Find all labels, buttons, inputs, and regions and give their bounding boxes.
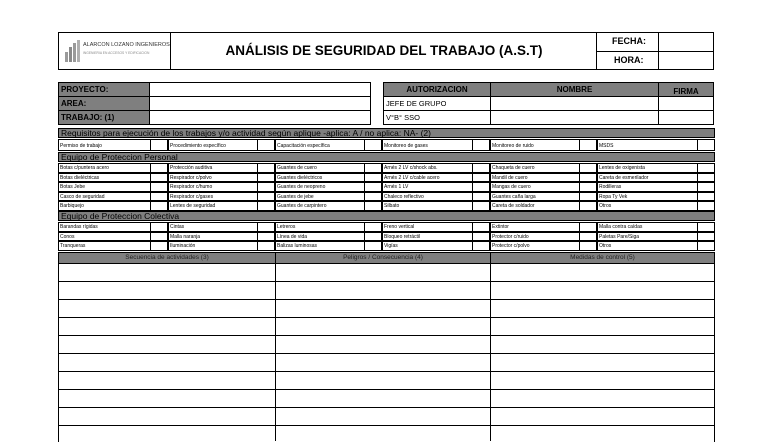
col-secuencia-header: Secuencia de actividades (3) <box>125 254 209 261</box>
epp-checkbox[interactable] <box>697 201 715 211</box>
epp-item: Chaqueta de cuero <box>490 163 579 173</box>
medidas-cell[interactable] <box>491 318 714 335</box>
epp-checkbox[interactable] <box>364 192 382 202</box>
epp-item: Guantes de carpintero <box>275 201 364 211</box>
area-field[interactable] <box>150 97 370 110</box>
medidas-cell[interactable] <box>491 372 714 389</box>
epc-item: Malla contra caídas <box>597 222 697 232</box>
epc-checkbox[interactable] <box>697 241 715 251</box>
secuencia-cell[interactable] <box>59 264 275 281</box>
col-peligros-header: Peligros / Consecuencia (4) <box>343 254 423 261</box>
epp-checkbox[interactable] <box>697 182 715 192</box>
peligros-cell[interactable] <box>276 264 490 281</box>
sso-firma-field[interactable] <box>659 111 713 124</box>
proyecto-label: PROYECTO: <box>61 85 109 94</box>
epc-item: Freno vertical <box>382 222 472 232</box>
peligros-cell[interactable] <box>276 372 490 389</box>
requisitos-item: Capacitación específica <box>275 139 364 151</box>
epc-title: Equipo de Proteccion Colectiva <box>58 211 715 221</box>
medidas-cell[interactable] <box>491 408 714 425</box>
epp-item: Botas dieléctricas <box>58 173 150 183</box>
epp-item: Lentes de oxigenista <box>597 163 697 173</box>
epp-item: Mandil de cuero <box>490 173 579 183</box>
table-row-divider <box>58 425 715 426</box>
epp-item: Arnés 1 LV <box>382 182 472 192</box>
area-label: AREA: <box>61 99 87 108</box>
epp-checkbox[interactable] <box>579 173 597 183</box>
epp-checkbox[interactable] <box>257 163 275 173</box>
sso-nombre-field[interactable] <box>491 111 657 124</box>
trabajo-field[interactable] <box>150 111 370 124</box>
epp-checkbox[interactable] <box>364 182 382 192</box>
col-medidas-header: Medidas de control (5) <box>570 254 635 261</box>
epp-item: Mangas de cuero <box>490 182 579 192</box>
medidas-cell[interactable] <box>491 390 714 407</box>
requisitos-item: Monitoreo de gases <box>382 139 472 151</box>
requisitos-title: Requisitos para ejecución de los trabajos y/o actividad según aplique -aplica: A / no aplica: NA- (2) <box>58 128 715 138</box>
logo-tagline: INGENIERIA EN ACCESOS Y EDIFICACION <box>83 51 150 55</box>
epp-item: Respirador c/polvo <box>168 173 257 183</box>
medidas-cell[interactable] <box>491 336 714 353</box>
epp-checkbox[interactable] <box>472 192 490 202</box>
requisitos-checkbox[interactable] <box>150 139 168 151</box>
epc-item: Paletas Pare/Siga <box>597 232 697 242</box>
epc-item: Bloqueo retráctil <box>382 232 472 242</box>
epc-item: Malla naranja <box>168 232 257 242</box>
epc-checkbox[interactable] <box>364 241 382 251</box>
epp-item: Ropa Ty Vek <box>597 192 697 202</box>
firma-header: FIRMA <box>673 87 699 96</box>
epp-item: Silbato <box>382 201 472 211</box>
epc-checkbox[interactable] <box>257 241 275 251</box>
epc-checkbox[interactable] <box>150 232 168 242</box>
page-title: ANÁLISIS DE SEGURIDAD DEL TRABAJO (A.S.T) <box>225 43 543 58</box>
epp-checkbox[interactable] <box>579 201 597 211</box>
epp-checkbox[interactable] <box>697 173 715 183</box>
proyecto-field[interactable] <box>150 83 370 96</box>
jefe-grupo-label: JEFE DE GRUPO <box>386 99 447 108</box>
epc-item: Protector c/ruido <box>490 232 579 242</box>
epp-item: Careta de esmerilador <box>597 173 697 183</box>
epc-item: Extintor <box>490 222 579 232</box>
epc-checkbox[interactable] <box>579 241 597 251</box>
epp-item: Guantes caña larga <box>490 192 579 202</box>
autorizacion-header: AUTORIZACION <box>406 85 468 94</box>
epc-item: Letreros <box>275 222 364 232</box>
secuencia-cell[interactable] <box>59 318 275 335</box>
epc-item: Cintas <box>168 222 257 232</box>
epp-checkbox[interactable] <box>150 173 168 183</box>
hora-label: HORA: <box>614 55 644 65</box>
epp-item: Botas Jebe <box>58 182 150 192</box>
epc-checkbox[interactable] <box>472 232 490 242</box>
epc-checkbox[interactable] <box>364 222 382 232</box>
peligros-cell[interactable] <box>276 336 490 353</box>
jefe-firma-field[interactable] <box>659 97 713 110</box>
secuencia-cell[interactable] <box>59 372 275 389</box>
epc-checkbox[interactable] <box>472 241 490 251</box>
epc-item: Balizas luminosas <box>275 241 364 251</box>
epp-title: Equipo de Proteccion Personal <box>58 152 715 162</box>
epc-item: Vigías <box>382 241 472 251</box>
epc-checkbox[interactable] <box>697 232 715 242</box>
requisitos-item: MSDS <box>597 139 697 151</box>
epc-checkbox[interactable] <box>579 222 597 232</box>
epp-checkbox[interactable] <box>472 201 490 211</box>
epp-checkbox[interactable] <box>150 163 168 173</box>
peligros-cell[interactable] <box>276 318 490 335</box>
hora-field[interactable] <box>659 52 713 69</box>
epp-item: Casco de seguridad <box>58 192 150 202</box>
epc-checkbox[interactable] <box>150 222 168 232</box>
requisitos-item: Monitoreo de ruido <box>490 139 579 151</box>
epp-item: Botas c/puntera acero <box>58 163 150 173</box>
epp-checkbox[interactable] <box>697 163 715 173</box>
epc-item: Conos <box>58 232 150 242</box>
epp-item: Guantes dieléctricos <box>275 173 364 183</box>
epc-checkbox[interactable] <box>150 241 168 251</box>
epp-item: Arnés 2 LV c/cable acero <box>382 173 472 183</box>
logo-bars-icon <box>65 40 81 62</box>
epc-checkbox[interactable] <box>472 222 490 232</box>
epp-checkbox[interactable] <box>364 201 382 211</box>
epp-item: Guantes de cuero <box>275 163 364 173</box>
epp-checkbox[interactable] <box>150 192 168 202</box>
requisitos-checkbox[interactable] <box>257 139 275 151</box>
requisitos-checkbox[interactable] <box>579 139 597 151</box>
epc-checkbox[interactable] <box>697 222 715 232</box>
nombre-header: NOMBRE <box>556 85 593 94</box>
fecha-label: FECHA: <box>612 36 646 46</box>
epc-checkbox[interactable] <box>257 232 275 242</box>
epp-checkbox[interactable] <box>257 192 275 202</box>
requisitos-item: Permiso de trabajo <box>58 139 150 151</box>
peligros-cell[interactable] <box>276 300 490 317</box>
requisitos-checkbox[interactable] <box>697 139 715 151</box>
epc-item: Iluminación <box>168 241 257 251</box>
epp-checkbox[interactable] <box>150 201 168 211</box>
requisitos-item: Procedimiento específico <box>168 139 257 151</box>
secuencia-cell[interactable] <box>59 282 275 299</box>
peligros-cell[interactable] <box>276 282 490 299</box>
secuencia-cell[interactable] <box>59 408 275 425</box>
epp-item: Barbiquejo <box>58 201 150 211</box>
requisitos-checkbox[interactable] <box>472 139 490 151</box>
jefe-nombre-field[interactable] <box>491 97 657 110</box>
trabajo-label: TRABAJO: (1) <box>61 113 115 122</box>
epp-item: Guantes de neopreno <box>275 182 364 192</box>
medidas-cell[interactable] <box>491 300 714 317</box>
epc-item: Protector c/polvo <box>490 241 579 251</box>
epc-item: Barandas rígidas <box>58 222 150 232</box>
epp-item: Otros <box>597 201 697 211</box>
vb-sso-label: V°B° SSO <box>386 113 420 122</box>
epc-checkbox[interactable] <box>364 232 382 242</box>
epp-item: Chaleco reflectivo <box>382 192 472 202</box>
epp-checkbox[interactable] <box>257 182 275 192</box>
epp-checkbox[interactable] <box>472 182 490 192</box>
medidas-cell[interactable] <box>491 264 714 281</box>
epp-checkbox[interactable] <box>472 173 490 183</box>
epc-item: Línea de vida <box>275 232 364 242</box>
epp-checkbox[interactable] <box>697 192 715 202</box>
medidas-cell[interactable] <box>491 354 714 371</box>
logo <box>59 33 171 69</box>
epp-checkbox[interactable] <box>150 182 168 192</box>
epp-checkbox[interactable] <box>579 182 597 192</box>
epp-item: Lentes de seguridad <box>168 201 257 211</box>
epp-item: Respirador c/gases <box>168 192 257 202</box>
epc-checkbox[interactable] <box>579 232 597 242</box>
epc-item: Tranqueras <box>58 241 150 251</box>
epc-item: Otros <box>597 241 697 251</box>
epp-item: Respirador c/humo <box>168 182 257 192</box>
epp-item: Rodilleras <box>597 182 697 192</box>
logo-name: ALARCON LOZANO INGENIEROS <box>83 42 170 48</box>
secuencia-cell[interactable] <box>59 336 275 353</box>
fecha-field[interactable] <box>659 33 713 50</box>
epp-checkbox[interactable] <box>257 173 275 183</box>
peligros-cell[interactable] <box>276 408 490 425</box>
medidas-cell[interactable] <box>491 282 714 299</box>
peligros-cell[interactable] <box>276 354 490 371</box>
epp-item: Careta de soldador <box>490 201 579 211</box>
epp-item: Guantes de jebe <box>275 192 364 202</box>
peligros-cell[interactable] <box>276 390 490 407</box>
epp-checkbox[interactable] <box>579 192 597 202</box>
epp-checkbox[interactable] <box>472 163 490 173</box>
epp-item: Arnés 2 LV c/shock abs. <box>382 163 472 173</box>
epc-checkbox[interactable] <box>257 222 275 232</box>
epp-checkbox[interactable] <box>364 173 382 183</box>
secuencia-cell[interactable] <box>59 354 275 371</box>
requisitos-checkbox[interactable] <box>364 139 382 151</box>
epp-checkbox[interactable] <box>579 163 597 173</box>
epp-checkbox[interactable] <box>257 201 275 211</box>
secuencia-cell[interactable] <box>59 390 275 407</box>
epp-checkbox[interactable] <box>364 163 382 173</box>
secuencia-cell[interactable] <box>59 300 275 317</box>
epp-item: Protección auditiva <box>168 163 257 173</box>
